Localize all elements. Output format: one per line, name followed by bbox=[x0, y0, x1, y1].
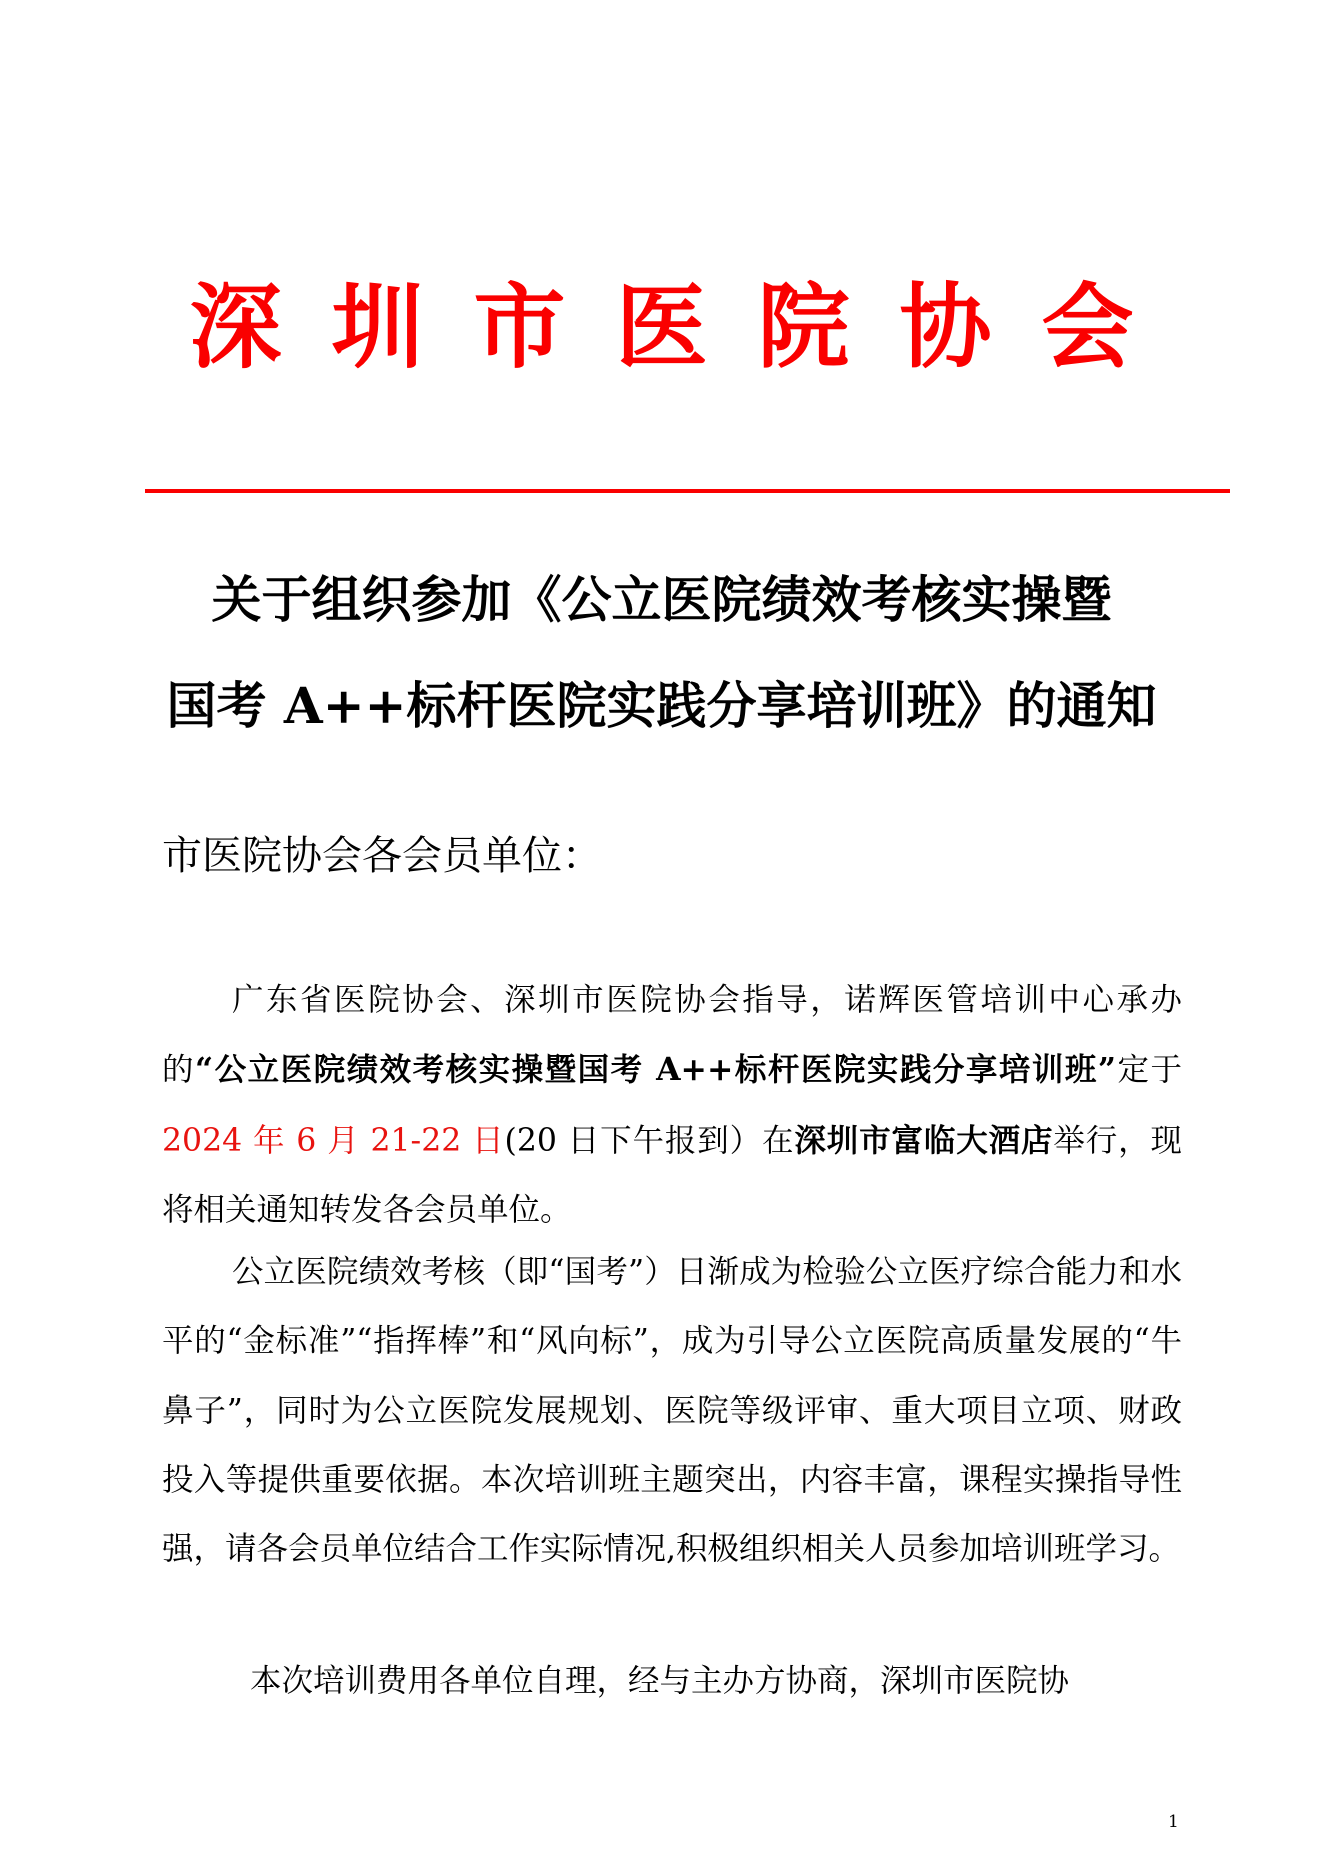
p1-scheduled: 定于 bbox=[1115, 1052, 1182, 1089]
course-name: “公立医院绩效考核实操暨国考 A++标杆医院实践分享培训班” bbox=[195, 1051, 1116, 1089]
p1-closing: 举行，现将相关通知转发各会员单位。 bbox=[162, 1122, 1182, 1228]
notice-title-line-2: 国考 A++标杆医院实践分享培训班》的通知 bbox=[166, 676, 1157, 735]
notice-title-line-1: 关于组织参加《公立医院绩效考核实操暨 bbox=[211, 570, 1112, 629]
p1-intro: 广东省医院协会、深圳市医院协会指导，诺辉医管培训中心承办的 bbox=[162, 982, 1182, 1089]
event-dates: 2024 年 6 月 21-22 日 bbox=[162, 1122, 505, 1159]
paragraph-1 bbox=[162, 966, 1182, 1245]
paragraph-3: 本次培训费用各单位自理，经与主办方协商，深圳市医院协 bbox=[250, 1663, 1070, 1699]
page-number: 1 bbox=[1168, 1812, 1179, 1832]
p1-registration: (20 日下午报到）在 bbox=[504, 1122, 795, 1159]
salutation: 市医院协会各会员单位： bbox=[162, 833, 602, 879]
paragraph-2: 公立医院绩效考核（即“国考”）日渐成为检验公立医疗综合能力和水平的“金标准”“指挥棒”和“风向标”，成为引导公立医院高质量发展的“牛鼻子”，同时为公立医院发展规划、医院等级评审、重大项目立项、财政投入等提供重要依据。本次培训班主题突出，内容丰富，课程实操指导性强，请各会员单位结合工作实际情况,积极组织相关人员参加培训班学习。 bbox=[162, 1254, 1182, 1568]
event-venue: 深圳市富临大酒店 bbox=[794, 1121, 1054, 1159]
masthead-title: 深圳市医院协会 bbox=[189, 274, 1184, 381]
masthead-divider bbox=[145, 489, 1230, 493]
